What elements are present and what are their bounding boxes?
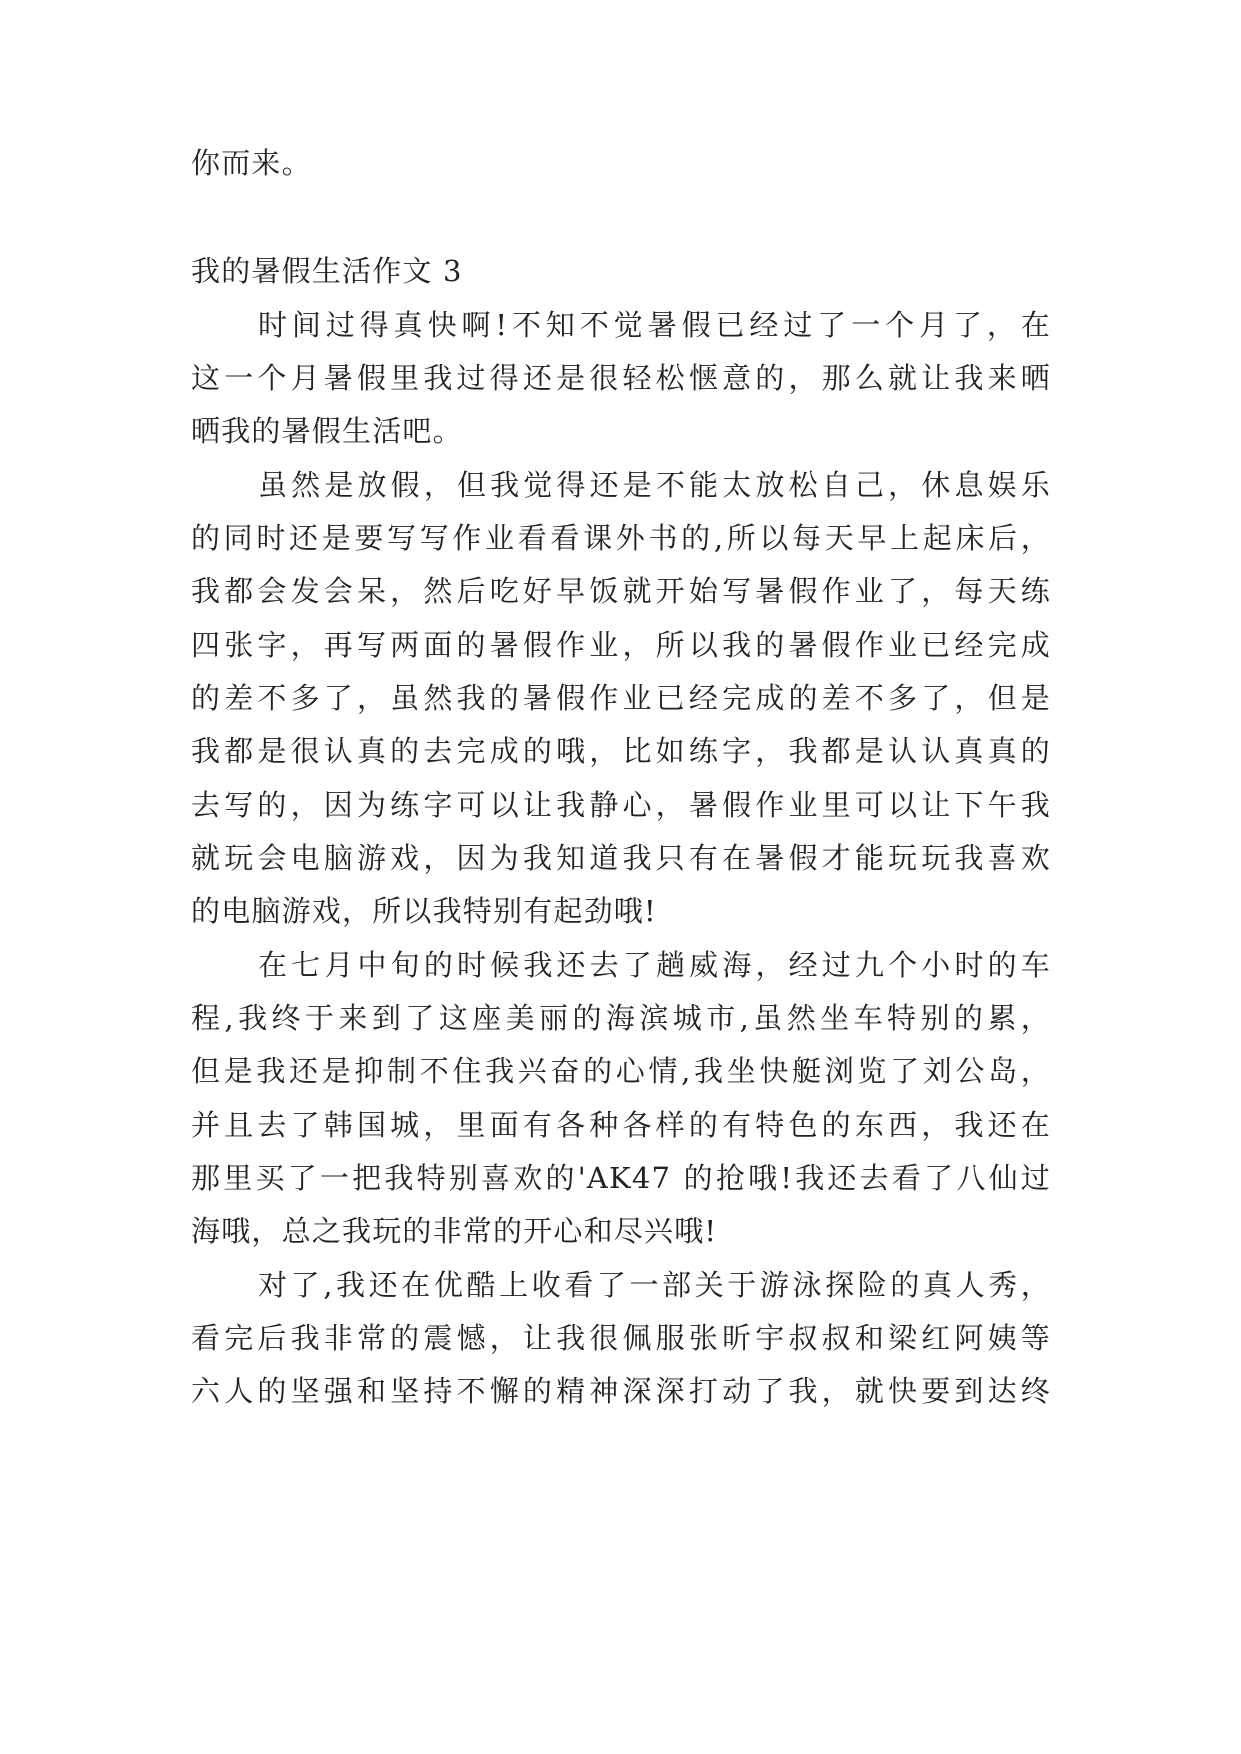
text-line: 去写的，因为练字可以让我静心，暑假作业里可以让下午我 [191,788,1051,822]
text-line: 就玩会电脑游戏，因为我知道我只有在暑假才能玩玩我喜欢 [191,841,1051,875]
text-line: 对了,我还在优酷上收看了一部关于游泳探险的真人秀， [258,1268,1051,1302]
text-line: 并且去了韩国城，里面有各种各样的有特色的东西，我还在 [191,1108,1051,1142]
text-line: 四张字，再写两面的暑假作业，所以我的暑假作业已经完成 [191,628,1051,662]
text-line: 在七月中旬的时候我还去了趟威海，经过九个小时的车 [258,948,1051,982]
text-line: 晒我的暑假生活吧。 [191,414,463,448]
text-line: 时间过得真快啊!不知不觉暑假已经过了一个月了，在 [258,308,1051,342]
text-line: 我都会发会呆，然后吃好早饭就开始写暑假作业了，每天练 [191,574,1051,608]
text-line: 看完后我非常的震憾，让我很佩服张昕宇叔叔和梁红阿姨等 [191,1321,1051,1355]
text-line: 的同时还是要写写作业看看课外书的,所以每天早上起床后， [191,521,1051,555]
text-line: 海哦，总之我玩的非常的开心和尽兴哦! [191,1214,718,1248]
text-line: 那里买了一把我特别喜欢的'AK47 的抢哦!我还去看了八仙过 [191,1161,1051,1195]
text-line: 这一个月暑假里我过得还是很轻松惬意的，那么就让我来晒 [191,361,1051,395]
text-line: 程,我终于来到了这座美丽的海滨城市,虽然坐车特别的累， [191,1001,1051,1035]
text-line: 我都是很认真的去完成的哦，比如练字，我都是认认真真的 [191,734,1051,768]
text-line: 六人的坚强和坚持不懈的精神深深打动了我，就快要到达终 [191,1374,1051,1408]
text-line: 的差不多了，虽然我的暑假作业已经完成的差不多了，但是 [191,681,1051,715]
section-heading: 我的暑假生活作文 3 [191,254,463,288]
text-line: 你而来。 [191,146,312,180]
text-line: 但是我还是抑制不住我兴奋的心情,我坐快艇浏览了刘公岛， [191,1054,1051,1088]
text-line: 的电脑游戏，所以我特别有起劲哦! [191,894,657,928]
text-line: 虽然是放假，但我觉得还是不能太放松自己，休息娱乐 [258,468,1051,502]
